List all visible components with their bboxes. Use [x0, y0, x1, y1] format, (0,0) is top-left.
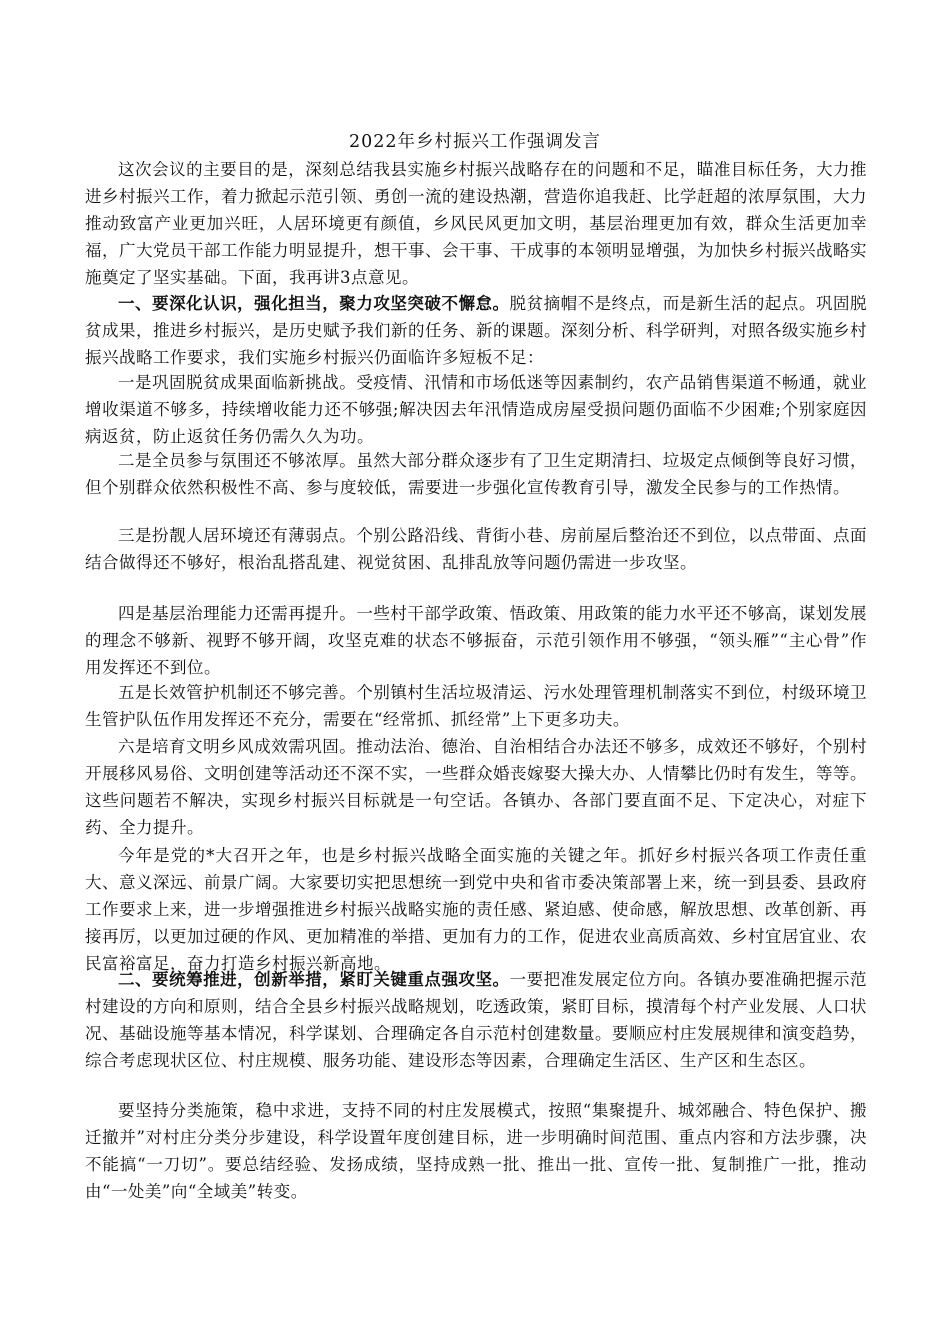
section-heading-1: 一、要深化认识，强化担当，聚力攻坚突破不懈怠。 [118, 294, 510, 313]
paragraph-key-year [85, 842, 867, 977]
paragraph-text: 今年是党的*大召开之年，也是乡村振兴战略全面实施的关键之年。抓好乡村振兴各项工作责任重大、意义深远、前景广阔。大家要切实把思想统一到党中央和省市委决策部署上来，统一到县委、县政府工作要求上来，进一步增强推进乡村振兴战略实施的责任感、紧迫感、使命感，解放思想、改革创新、再接再厉，以更加过硬的作风、更加精准的举措、更加有力的工作，促进农业高质高效、乡村宜居宜业、农民富裕富足，奋力打造乡村振兴新高地。 [85, 846, 867, 973]
paragraph-text: 要坚持分类施策，稳中求进，支持不同的村庄发展模式，按照“集聚提升、城郊融合、特色保护、搬迁撤并”对村庄分类分步建设，科学设置年度创建目标，进一步明确时间范围、重点内容和方法步骤，决不能搞“一刀切”。要总结经验、发扬成绩，坚持成熟一批、推出一批、宣传一批、复制推广一批，推动由“一处美”向“全域美”转变。 [85, 1101, 867, 1201]
paragraph-classified-policy [85, 1097, 867, 1205]
paragraph-text: 脱贫摘帽不是终点，而是新生活的起点。巩固脱贫成果，推进乡村振兴，是历史赋予我们新的任务、新的课题。深刻分析、科学研判，对照各级实施乡村振兴战略工作要求，我们实施乡村振兴仍面临许多短板不足： [85, 294, 868, 367]
paragraph-point-4 [85, 600, 867, 681]
paragraph-text: 五是长效管护机制还不够完善。个别镇村生活垃圾清运、污水处理管理机制落实不到位，村级环境卫生管护队伍作用发挥还不充分，需要在“经常抓、抓经常”上下更多功夫。 [85, 683, 867, 729]
paragraph-point-5 [85, 679, 867, 733]
paragraph-text: 二是全员参与氛围还不够浓厚。虽然大部分群众逐步有了卫生定期清扫、垃圾定点倾倒等良好习惯，但个别群众依然积极性不高、参与度较低，需要进一步强化宣传教育引导，激发全民参与的工作热情。 [85, 451, 867, 497]
paragraph-text: 六是培育文明乡风成效需巩固。推动法治、德治、自治相结合办法还不够多，成效还不够好，个别村开展移风易俗、文明创建等活动还不深不实，一些群众婚丧嫁娶大操大办、人情攀比仍时有发生，等等。这些问题若不解决，实现乡村振兴目标就是一句空话。各镇办、各部门要直面不足、下定决心，对症下药、全力提升。 [85, 737, 867, 837]
paragraph-point-3 [85, 522, 867, 576]
paragraph-text: 四是基层治理能力还需再提升。一些村干部学政策、悟政策、用政策的能力水平还不够高，谋划发展的理念不够新、视野不够开阔，攻坚克难的状态不够振奋，示范引领作用不够强，“领头雁”“主心骨”作用发挥还不到位。 [85, 604, 867, 677]
paragraph-section-2 [85, 966, 867, 1074]
paragraph-text: 三是扮靓人居环境还有薄弱点。个别公路沿线、背街小巷、房前屋后整治还不到位，以点带面、点面结合做得还不够好，根治乱搭乱建、视觉贫困、乱排乱放等问题仍需进一步攻坚。 [85, 526, 867, 572]
paragraph-text: 这次会议的主要目的是，深刻总结我县实施乡村振兴战略存在的问题和不足，瞄准目标任务，大力推进乡村振兴工作，着力掀起示范引领、勇创一流的建设热潮，营造你追我赶、比学赶超的浓厚氛围，大力推动致富产业更加兴旺，人居环境更有颜值，乡风民风更加文明，基层治理更加有效，群众生活更加幸福，广大党员干部工作能力明显提升，想干事、会干事、干成事的本领明显增强，为加快乡村振兴战略实施奠定了坚实基础。下面，我再讲3点意见。 [85, 160, 867, 287]
paragraph-section-1 [85, 290, 867, 371]
paragraph-text: 一要把准发展定位方向。各镇办要准确把握示范村建设的方向和原则，结合全县乡村振兴战略规划，吃透政策，紧盯目标，摸清每个村产业发展、人口状况、基础设施等基本情况，科学谋划、合理确定各自示范村创建数量。要顺应村庄发展规律和演变趋势，综合考虑现状区位、村庄规模、服务功能、建设形态等因素，合理确定生活区、生产区和生态区。 [85, 970, 868, 1070]
page-title: 2022年乡村振兴工作强调发言 [348, 132, 602, 152]
paragraph-point-2 [85, 447, 867, 501]
paragraph-text: 一是巩固脱贫成果面临新挑战。受疫情、汛情和市场低迷等因素制约，农产品销售渠道不畅通，就业增收渠道不够多，持续增收能力还不够强;解决因去年汛情造成房屋受损问题仍面临不少困难;个别家庭因病返贫，防止返贫任务仍需久久为功。 [85, 373, 867, 446]
paragraph-point-6 [85, 733, 867, 841]
paragraph-intro [85, 156, 867, 291]
paragraph-point-1 [85, 369, 867, 450]
section-heading-2: 二、要统筹推进，创新举措，紧盯关键重点强攻坚。 [118, 970, 510, 989]
